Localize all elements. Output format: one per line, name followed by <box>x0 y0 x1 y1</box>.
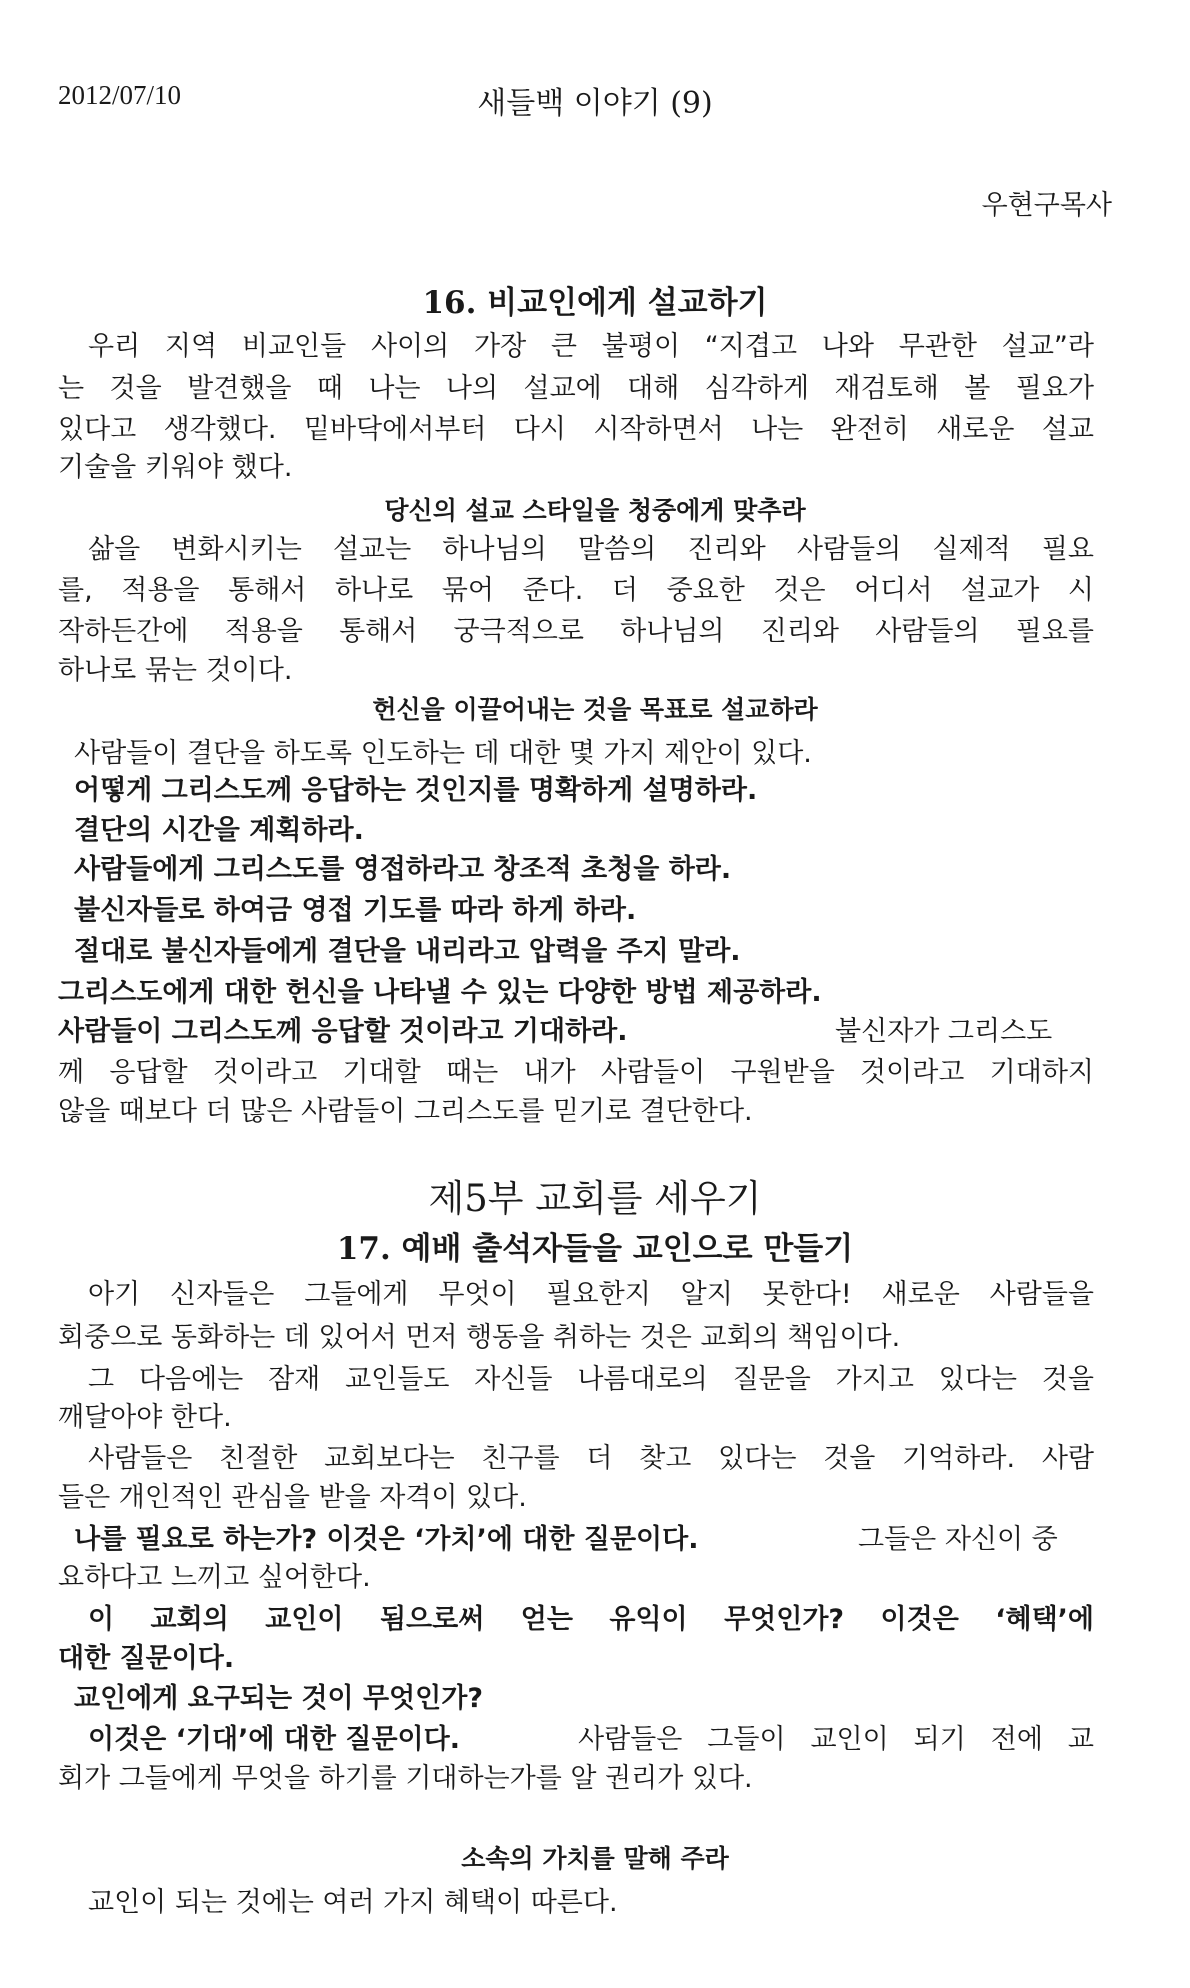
question-line: 이것은 ‘기대’에 대한 질문이다. <box>88 1724 460 1755</box>
paragraph-line: 않을 때보다 더 많은 사람들이 그리스도를 믿기로 결단한다. <box>58 1096 753 1127</box>
suggestion-line: 그리스도에게 대한 헌신을 나타낼 수 있는 다양한 방법 제공하라. <box>58 977 822 1008</box>
paragraph-line: 작하든간에 적용을 통해서 궁극적으로 하나님의 진리와 사람들의 필요를 <box>58 616 1094 647</box>
suggestion-line: 결단의 시간을 계획하라. <box>74 815 364 846</box>
paragraph-line: 깨달아야 한다. <box>58 1402 232 1433</box>
author: 우현구목사 <box>981 190 1112 221</box>
paragraph-line: 께 응답할 것이라고 기대할 때는 내가 사람들이 구원받을 것이라고 기대하지 <box>58 1057 1094 1088</box>
paragraph-line: 사람들은 그들이 교인이 되기 전에 교 <box>578 1724 1094 1755</box>
paragraph-line: 있다고 생각했다. 밑바닥에서부터 다시 시작하면서 나는 완전히 새로운 설교 <box>58 414 1094 445</box>
suggestion-line: 사람들에게 그리스도를 영접하라고 창조적 초청을 하라. <box>74 854 732 885</box>
paragraph-line: 우리 지역 비교인들 사이의 가장 큰 불평이 “지겹고 나와 무관한 설교”라 <box>88 331 1094 362</box>
paragraph-line: 그들은 자신이 중 <box>858 1524 1058 1555</box>
question-line: 교인에게 요구되는 것이 무엇인가? <box>74 1683 484 1714</box>
paragraph-line: 교인이 되는 것에는 여러 가지 혜택이 따른다. <box>88 1887 618 1918</box>
section-17-heading: 17. 예배 출석자들을 교인으로 만들기 <box>336 1231 854 1267</box>
paragraph-line: 삶을 변화시키는 설교는 하나님의 말씀의 진리와 사람들의 실제적 필요 <box>88 534 1094 565</box>
paragraph-line: 그 다음에는 잠재 교인들도 자신들 나름대로의 질문을 가지고 있다는 것을 <box>88 1364 1094 1395</box>
subheading: 당신의 설교 스타일을 청중에게 맞추라 <box>384 496 806 525</box>
question-line: 나를 필요로 하는가? 이것은 ‘가치’에 대한 질문이다. <box>74 1524 699 1555</box>
paragraph-line: 들은 개인적인 관심을 받을 자격이 있다. <box>58 1482 527 1513</box>
suggestion-line: 절대로 불신자들에게 결단을 내리라고 압력을 주지 말라. <box>74 936 741 967</box>
suggestion-line: 사람들이 그리스도께 응답할 것이라고 기대하라. <box>58 1016 628 1047</box>
paragraph-line: 하나로 묶는 것이다. <box>58 655 293 686</box>
paragraph-line: 아기 신자들은 그들에게 무엇이 필요한지 알지 못한다! 새로운 사람들을 <box>88 1279 1094 1310</box>
paragraph-line: 사람들은 친절한 교회보다는 친구를 더 찾고 있다는 것을 기억하라. 사람 <box>88 1443 1094 1474</box>
question-line: 이 교회의 교인이 됨으로써 얻는 유익이 무엇인가? 이것은 ‘혜택’에 <box>88 1604 1094 1635</box>
subheading: 소속의 가치를 말해 주라 <box>461 1844 729 1873</box>
subheading: 헌신을 이끌어내는 것을 목표로 설교하라 <box>372 695 818 724</box>
suggestion-line: 어떻게 그리스도께 응답하는 것인지를 명확하게 설명하라. <box>74 775 758 806</box>
paragraph-line: 회중으로 동화하는 데 있어서 먼저 행동을 취하는 것은 교회의 책임이다. <box>58 1322 901 1353</box>
paragraph-line: 요하다고 느끼고 싶어한다. <box>58 1562 371 1593</box>
part-5-heading: 제5부 교회를 세우기 <box>428 1177 762 1220</box>
suggestion-line: 불신자들로 하여금 영접 기도를 따라 하게 하라. <box>74 895 637 926</box>
paragraph-line: 불신자가 그리스도 <box>835 1016 1053 1047</box>
date: 2012/07/10 <box>58 80 182 110</box>
paragraph-line: 를, 적용을 통해서 하나로 묶어 준다. 더 중요한 것은 어디서 설교가 시 <box>58 575 1094 606</box>
question-line: 대한 질문이다. <box>58 1643 235 1674</box>
section-16-heading: 16. 비교인에게 설교하기 <box>422 285 768 321</box>
paragraph-line: 는 것을 발견했을 때 나는 나의 설교에 대해 심각하게 재검토해 볼 필요가 <box>58 373 1094 404</box>
paragraph-line: 회가 그들에게 무엇을 하기를 기대하는가를 알 권리가 있다. <box>58 1763 753 1794</box>
document-title: 새들백 이야기 (9) <box>477 86 713 121</box>
paragraph-line: 기술을 키워야 했다. <box>58 452 293 483</box>
paragraph-line: 사람들이 결단을 하도록 인도하는 데 대한 몇 가지 제안이 있다. <box>74 738 812 769</box>
